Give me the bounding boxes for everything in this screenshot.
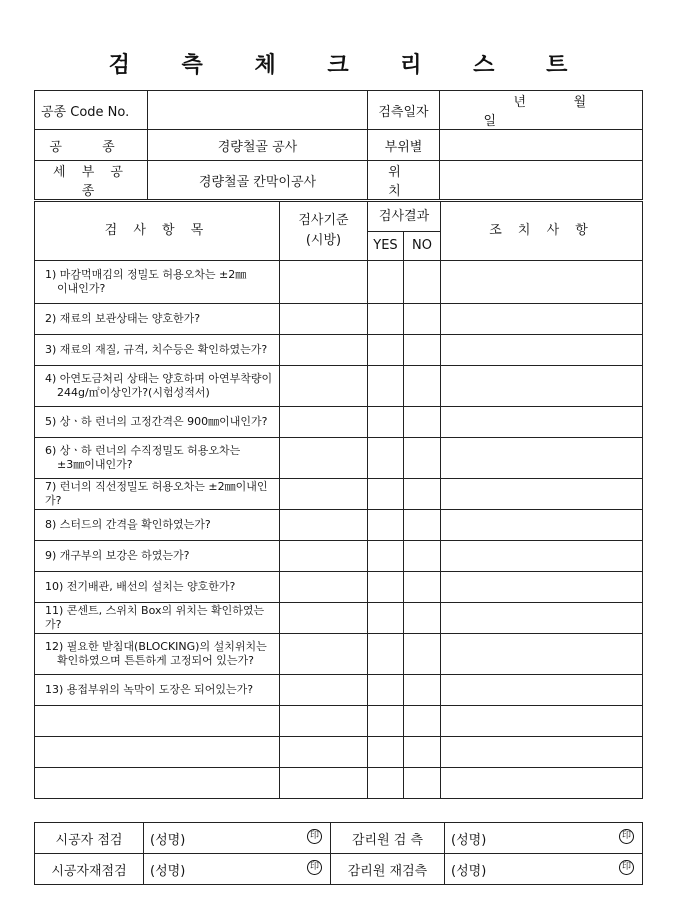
- table-row: [35, 510, 643, 541]
- table-row: [35, 479, 643, 510]
- action-cell[interactable]: [441, 438, 643, 479]
- seal-icon: 印: [307, 860, 322, 875]
- no-cell[interactable]: [404, 510, 441, 541]
- location-label: 위 치: [368, 161, 440, 200]
- date-month-label: 월: [573, 95, 587, 110]
- yes-cell[interactable]: [368, 261, 404, 304]
- check-item: [35, 675, 280, 706]
- standard-cell[interactable]: [280, 304, 368, 335]
- check-item-line2: 이내인가?: [57, 282, 106, 295]
- no-cell[interactable]: [404, 737, 441, 768]
- check-item[interactable]: [35, 768, 280, 799]
- check-item: [35, 304, 280, 335]
- checklist-header-row: [35, 202, 643, 232]
- yes-cell[interactable]: [368, 572, 404, 603]
- contractor-check-name-label: (성명): [150, 832, 186, 848]
- check-item[interactable]: [35, 706, 280, 737]
- yes-cell[interactable]: [368, 541, 404, 572]
- supervisor-recheck-label: 감리원 재검측: [331, 854, 445, 885]
- blank-row: [35, 768, 643, 799]
- action-cell[interactable]: [441, 706, 643, 737]
- standard-cell[interactable]: [280, 737, 368, 768]
- col-item-header: 검 사 항 목: [35, 202, 280, 261]
- action-cell[interactable]: [441, 304, 643, 335]
- check-item-line1: 12) 필요한 받침대(BLOCKING)의 설치위치는: [45, 640, 267, 653]
- contractor-check-signature-field[interactable]: [144, 823, 331, 854]
- check-item: [35, 335, 280, 366]
- table-row: [35, 366, 643, 407]
- col-standard-header: [280, 202, 368, 261]
- contractor-recheck-name-label: (성명): [150, 863, 186, 879]
- check-item: [35, 438, 280, 479]
- no-cell[interactable]: [404, 407, 441, 438]
- check-item-line2: 확인하였으며 튼튼하게 고정되어 있는가?: [57, 654, 254, 667]
- standard-cell[interactable]: [280, 706, 368, 737]
- standard-cell[interactable]: [280, 675, 368, 706]
- standard-cell[interactable]: [280, 572, 368, 603]
- header-row-detail: [35, 161, 643, 200]
- action-cell[interactable]: [441, 407, 643, 438]
- yes-cell[interactable]: [368, 438, 404, 479]
- signature-row-2: [35, 854, 643, 885]
- no-cell[interactable]: [404, 706, 441, 737]
- trade-value[interactable]: 경량철골 공사: [148, 130, 368, 161]
- check-item-line1: 7) 런너의 직선정밀도 허용오차는 ±2㎜이내인가?: [45, 480, 268, 507]
- yes-cell[interactable]: [368, 479, 404, 510]
- standard-cell[interactable]: [280, 541, 368, 572]
- action-cell[interactable]: [441, 510, 643, 541]
- check-item-line1: 3) 재료의 재질, 규격, 치수등은 확인하였는가?: [45, 343, 268, 356]
- yes-cell[interactable]: [368, 304, 404, 335]
- blank-row: [35, 706, 643, 737]
- action-cell[interactable]: [441, 768, 643, 799]
- yes-cell[interactable]: [368, 675, 404, 706]
- yes-cell[interactable]: [368, 706, 404, 737]
- supervisor-check-label: 감리원 검 측: [331, 823, 445, 854]
- standard-cell[interactable]: [280, 438, 368, 479]
- check-item[interactable]: [35, 737, 280, 768]
- table-row: [35, 603, 643, 634]
- check-item-line1: 9) 개구부의 보강은 하였는가?: [45, 549, 190, 562]
- contractor-recheck-label: 시공자재점검: [35, 854, 144, 885]
- header-table: [34, 90, 643, 200]
- signature-table: [34, 822, 643, 885]
- no-cell[interactable]: [404, 572, 441, 603]
- yes-cell[interactable]: [368, 366, 404, 407]
- date-day-label: 일: [483, 114, 496, 129]
- col-standard-line2: (시방): [305, 233, 342, 248]
- seal-icon: 印: [619, 829, 634, 844]
- check-item: [35, 366, 280, 407]
- standard-cell[interactable]: [280, 366, 368, 407]
- standard-cell[interactable]: [280, 479, 368, 510]
- standard-cell[interactable]: [280, 603, 368, 634]
- no-cell[interactable]: [404, 366, 441, 407]
- code-value-field[interactable]: [148, 91, 368, 130]
- table-row: [35, 541, 643, 572]
- standard-cell[interactable]: [280, 335, 368, 366]
- check-item-line1: 4) 아연도금처리 상태는 양호하며 아연부착량이: [45, 372, 273, 385]
- no-cell[interactable]: [404, 261, 441, 304]
- standard-cell[interactable]: [280, 261, 368, 304]
- contractor-recheck-signature-field[interactable]: [144, 854, 331, 885]
- action-cell[interactable]: [441, 335, 643, 366]
- checklist-body: [35, 261, 643, 799]
- supervisor-recheck-name-label: (성명): [451, 863, 487, 879]
- table-row: [35, 335, 643, 366]
- check-item-line1: 13) 용접부위의 녹막이 도장은 되어있는가?: [45, 683, 254, 696]
- check-item: [35, 510, 280, 541]
- no-cell[interactable]: [404, 304, 441, 335]
- check-item: [35, 541, 280, 572]
- code-label: 공종 Code No.: [35, 91, 148, 130]
- action-cell[interactable]: [441, 737, 643, 768]
- col-result-header: 검사결과: [368, 202, 441, 232]
- supervisor-check-signature-field[interactable]: [445, 823, 643, 854]
- supervisor-check-name-label: (성명): [451, 832, 487, 848]
- table-row: [35, 407, 643, 438]
- date-year-label: 년: [513, 95, 526, 110]
- page-title: 검 측 체 크 리 스 트: [108, 52, 590, 78]
- blank-row: [35, 737, 643, 768]
- check-item-line2: 244g/㎡이상인가?(시험성적서): [57, 386, 210, 399]
- no-cell[interactable]: [404, 479, 441, 510]
- check-item: [35, 603, 280, 634]
- date-label: 검측일자: [368, 91, 440, 130]
- table-row: [35, 634, 643, 675]
- check-item: [35, 572, 280, 603]
- no-cell[interactable]: [404, 603, 441, 634]
- col-action-header: 조 치 사 항: [441, 202, 643, 261]
- check-item-line1: 5) 상ㆍ하 런너의 고정간격은 900㎜이내인가?: [45, 415, 268, 428]
- standard-cell[interactable]: [280, 510, 368, 541]
- detail-label: 세 부 공 종: [35, 161, 148, 200]
- check-item: [35, 634, 280, 675]
- check-item-line1: 2) 재료의 보관상태는 양호한가?: [45, 312, 201, 325]
- detail-value[interactable]: 경량철골 칸막이공사: [148, 161, 368, 200]
- no-cell[interactable]: [404, 335, 441, 366]
- col-yes-header: YES: [368, 232, 404, 261]
- action-cell[interactable]: [441, 541, 643, 572]
- yes-cell[interactable]: [368, 634, 404, 675]
- seal-icon: 印: [619, 860, 634, 875]
- no-cell[interactable]: [404, 541, 441, 572]
- check-item: [35, 407, 280, 438]
- part-value-field[interactable]: [440, 130, 643, 161]
- check-item-line2: ±3㎜이내인가?: [57, 458, 133, 471]
- checklist-table: [34, 201, 643, 799]
- action-cell[interactable]: [441, 572, 643, 603]
- yes-cell[interactable]: [368, 603, 404, 634]
- standard-cell[interactable]: [280, 407, 368, 438]
- table-row: [35, 304, 643, 335]
- action-cell[interactable]: [441, 634, 643, 675]
- yes-cell[interactable]: [368, 510, 404, 541]
- no-cell[interactable]: [404, 634, 441, 675]
- no-cell[interactable]: [404, 438, 441, 479]
- action-cell[interactable]: [441, 261, 643, 304]
- table-row: [35, 572, 643, 603]
- table-row: [35, 675, 643, 706]
- signature-row-1: [35, 823, 643, 854]
- check-item-line1: 6) 상ㆍ하 런너의 수직정밀도 허용오차는: [45, 444, 241, 457]
- check-item-line1: 11) 콘센트, 스위치 Box의 위치는 확인하였는가?: [45, 604, 265, 631]
- action-cell[interactable]: [441, 479, 643, 510]
- action-cell[interactable]: [441, 603, 643, 634]
- date-field[interactable]: [440, 91, 643, 130]
- standard-cell[interactable]: [280, 634, 368, 675]
- col-no-header: NO: [404, 232, 441, 261]
- yes-cell[interactable]: [368, 768, 404, 799]
- part-label: 부위별: [368, 130, 440, 161]
- yes-cell[interactable]: [368, 737, 404, 768]
- col-standard-line1: 검사기준: [298, 213, 349, 228]
- location-value-field[interactable]: [440, 161, 643, 200]
- check-item: [35, 479, 280, 510]
- no-cell[interactable]: [404, 768, 441, 799]
- contractor-check-label: 시공자 점검: [35, 823, 144, 854]
- seal-icon: 印: [307, 829, 322, 844]
- header-row-trade: [35, 130, 643, 161]
- yes-cell[interactable]: [368, 407, 404, 438]
- check-item-line1: 10) 전기배관, 배선의 설치는 양호한가?: [45, 580, 236, 593]
- check-item: [35, 261, 280, 304]
- no-cell[interactable]: [404, 675, 441, 706]
- action-cell[interactable]: [441, 675, 643, 706]
- check-item-line1: 1) 마감먹매김의 정밀도 허용오차는 ±2㎜: [45, 268, 247, 281]
- standard-cell[interactable]: [280, 768, 368, 799]
- supervisor-recheck-signature-field[interactable]: [445, 854, 643, 885]
- header-row-code: [35, 91, 643, 130]
- action-cell[interactable]: [441, 366, 643, 407]
- check-item-line1: 8) 스터드의 간격을 확인하였는가?: [45, 518, 211, 531]
- trade-label: 공 종: [35, 130, 148, 161]
- table-row: [35, 261, 643, 304]
- table-row: [35, 438, 643, 479]
- yes-cell[interactable]: [368, 335, 404, 366]
